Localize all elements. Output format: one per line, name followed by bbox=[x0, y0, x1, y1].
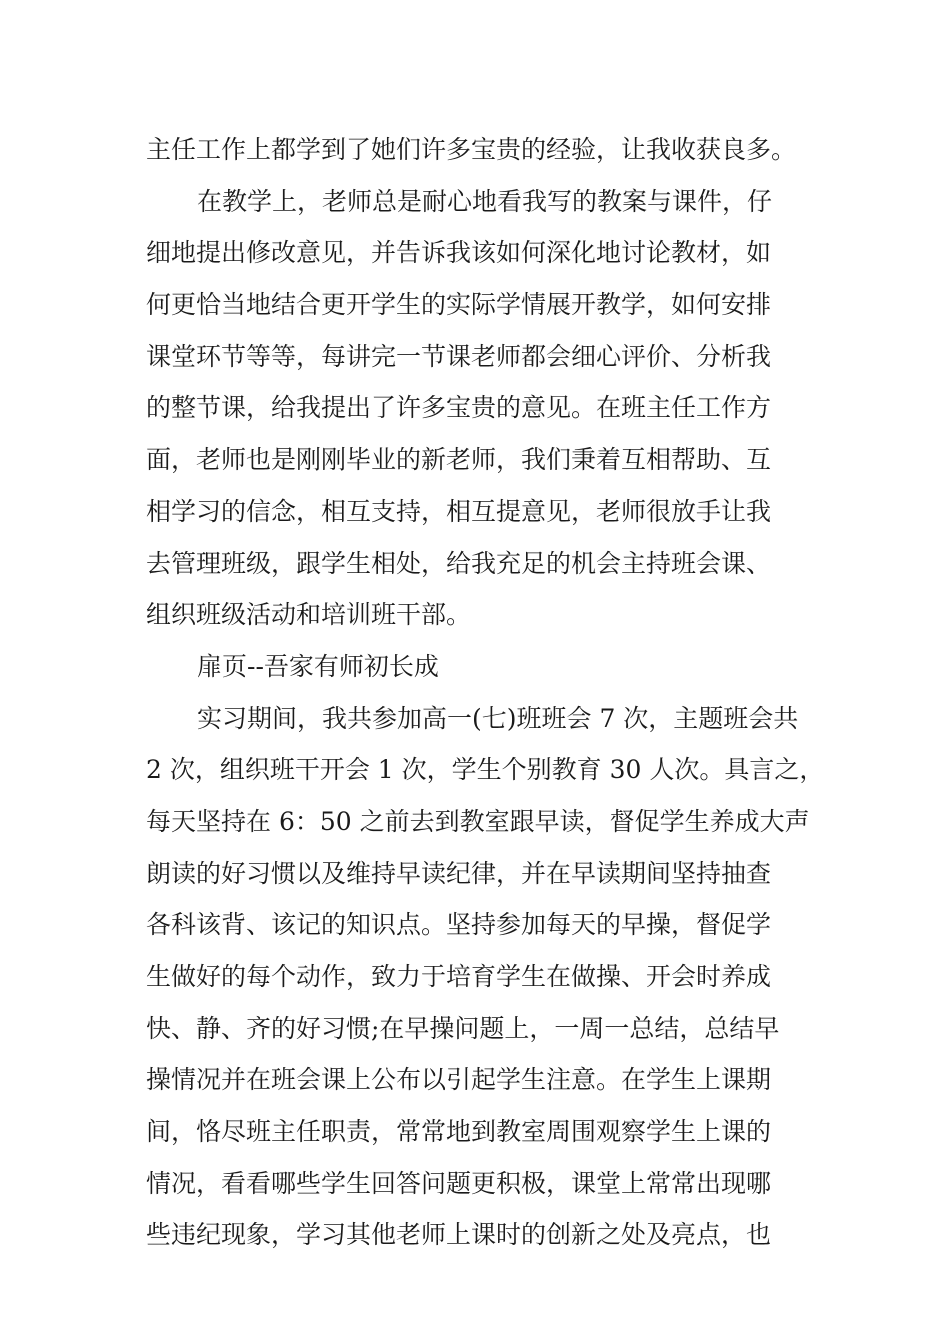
text-line: 情况，看看哪些学生回答问题更积极，课堂上常常出现哪 bbox=[146, 1168, 772, 1198]
text-line: 的整节课，给我提出了许多宝贵的意见。在班主任工作方 bbox=[146, 393, 772, 423]
text-line: 每天坚持在 6：50 之前去到教室跟早读，督促学生养成大声 bbox=[146, 806, 810, 836]
text-line: 相学习的信念，相互支持，相互提意见，老师很放手让我 bbox=[146, 496, 772, 526]
text-line: 组织班级活动和培训班干部。 bbox=[146, 600, 472, 630]
text-line: 去管理班级，跟学生相处，给我充足的机会主持班会课、 bbox=[146, 548, 772, 578]
text-line: 2 次，组织班干开会 1 次，学生个别教育 30 人次。具言之， bbox=[146, 755, 825, 785]
text-line: 在教学上，老师总是耐心地看我写的教案与课件，仔 bbox=[197, 186, 773, 216]
text-line: 细地提出修改意见，并告诉我该如何深化地讨论教材，如 bbox=[146, 238, 772, 268]
text-line: 些违纪现象，学习其他老师上课时的创新之处及亮点，也 bbox=[146, 1220, 772, 1250]
text-line: 朗读的好习惯以及维持早读纪律，并在早读期间坚持抽查 bbox=[146, 858, 772, 888]
text-line: 扉页--吾家有师初长成 bbox=[197, 651, 439, 681]
document-body bbox=[146, 124, 826, 1261]
text-line: 何更恰当地结合更开学生的实际学情展开教学，如何安排 bbox=[146, 290, 772, 320]
text-line: 课堂环节等等，每讲完一节课老师都会细心评价、分析我 bbox=[146, 341, 772, 371]
text-line: 操情况并在班会课上公布以引起学生注意。在学生上课期 bbox=[146, 1065, 772, 1095]
text-line: 间，恪尽班主任职责，常常地到教室周围观察学生上课的 bbox=[146, 1117, 772, 1147]
text-line: 快、静、齐的好习惯;在早操问题上，一周一总结，总结早 bbox=[146, 1013, 780, 1043]
text-line: 实习期间，我共参加高一(七)班班会 7 次，主题班会共 bbox=[197, 703, 799, 733]
text-line: 主任工作上都学到了她们许多宝贵的经验，让我收获良多。 bbox=[146, 135, 797, 164]
text-line: 生做好的每个动作，致力于培育学生在做操、开会时养成 bbox=[146, 962, 772, 991]
text-line: 面，老师也是刚刚毕业的新老师，我们秉着互相帮助、互 bbox=[146, 445, 772, 475]
text-line: 各科该背、该记的知识点。坚持参加每天的早操，督促学 bbox=[146, 910, 772, 940]
